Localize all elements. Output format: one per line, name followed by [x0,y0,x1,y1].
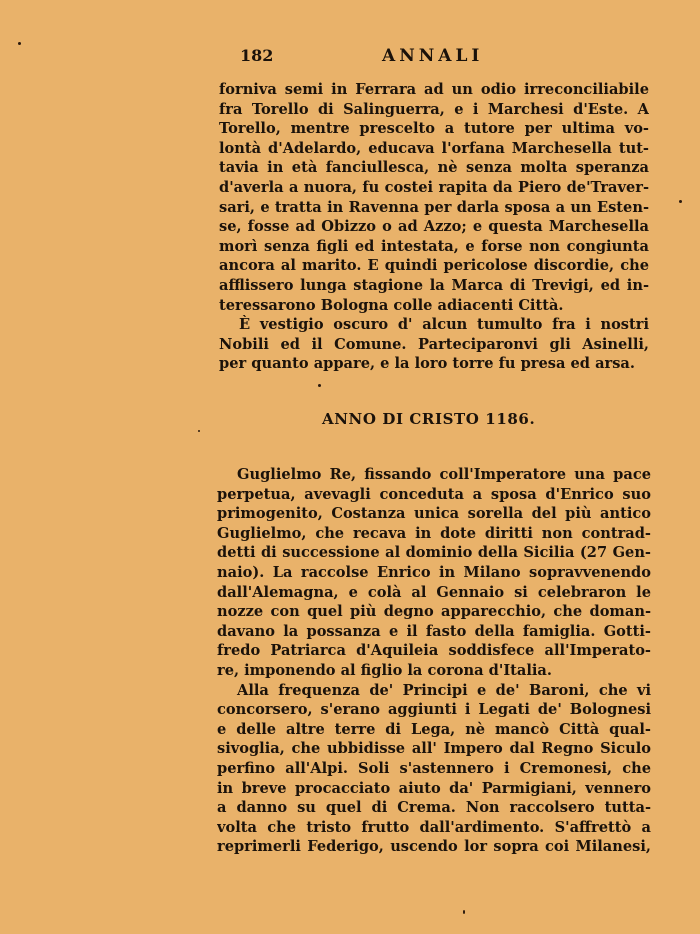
section-heading: ANNO DI CRISTO 1186. [322,410,536,428]
text-line: reprimerli Federigo, uscendo lor sopra coi Milanesi, [217,838,651,856]
text-line: fredo Patriarca d'Aquileia soddisfece all'Imperato- [217,642,651,660]
text-line: e delle altre terre di Lega, nè mancò Città qual- [217,720,651,738]
text-line: d'averla a nuora, fu costei rapita da Piero de'Traver- [219,178,649,196]
text-line: sari, e tratta in Ravenna per darla sposa a un Esten- [219,198,649,216]
text-line: Alla frequenza de' Principi e de' Baroni, che vi [237,681,651,699]
text-line: in breve procacciato aiuto da' Parmigiani, vennero [217,779,651,797]
text-line: detti di successione al dominio della Sicilia (27 Gen- [217,544,651,562]
text-line: Guglielmo Re, fissando coll'Imperatore una pace [237,466,651,483]
text-line: per quanto appare, e la loro torre fu presa ed arsa. [219,355,635,373]
text-line: naio). La raccolse Enrico in Milano sopravvenendo [217,563,651,581]
ink-speck [463,910,465,914]
text-line: volta che tristo frutto dall'ardimento. S'affrettò a [217,818,651,836]
text-line: sivoglia, che ubbidisse all' Impero dal Regno Siculo [217,740,651,758]
ink-speck [198,430,200,432]
text-line: forniva semi in Ferrara ad un odio irreconciliabile [219,81,649,98]
text-line: nozze con quel più degno apparecchio, che doman- [217,603,651,621]
page-header [240,46,654,70]
text-line: tavia in età fanciullesca, nè senza molta speranza [219,159,649,177]
text-line: fra Torello di Salinguerra, e i Marchesi d'Este. A [219,100,649,118]
text-line: Guglielmo, che recava in dote diritti non contrad- [217,524,651,542]
text-line: È vestigio oscuro d' alcun tumulto fra i nostri [239,316,649,334]
text-line: perfino all'Alpi. Soli s'astennero i Cremonesi, che [217,759,651,777]
text-line: re, imponendo al figlio la corona d'Italia. [217,661,552,679]
text-line: a danno su quel di Crema. Non raccolsero tutta- [217,799,651,817]
running-head: ANNALI [382,46,484,66]
text-line: Torello, mentre prescelto a tutore per ultima vo- [219,120,649,138]
text-line: lontà d'Adelardo, educava l'orfana Marchesella tut- [219,139,649,157]
text-line: primogenito, Costanza unica sorella del più antico [217,505,651,523]
text-block-2 [217,465,651,857]
text-block-1 [219,80,649,374]
ink-speck [18,42,21,45]
ink-speck [318,384,321,387]
text-line: morì senza figli ed intestata, e forse non congiunta [219,237,649,255]
ink-speck [679,200,682,203]
page-number: 182 [240,46,274,65]
text-line: ancora al marito. E quindi pericolose discordie, che [219,257,649,275]
text-line: se, fosse ad Obizzo o ad Azzo; e questa Marchesella [219,218,649,236]
text-line: concorsero, s'erano aggiunti i Legati de' Bolognesi [217,701,651,719]
text-line: afflissero lunga stagione la Marca di Trevigi, ed in- [219,276,649,294]
text-line: dall'Alemagna, e colà al Gennaio si celebraron le [217,583,651,601]
text-line: perpetua, avevagli conceduta a sposa d'Enrico suo [217,485,651,503]
text-line: Nobili ed il Comune. Parteciparonvi gli Asinelli, [219,335,649,353]
text-line: teressarono Bologna colle adiacenti Città. [219,296,564,314]
text-line: davano la possanza e il fasto della famiglia. Gotti- [217,622,651,640]
